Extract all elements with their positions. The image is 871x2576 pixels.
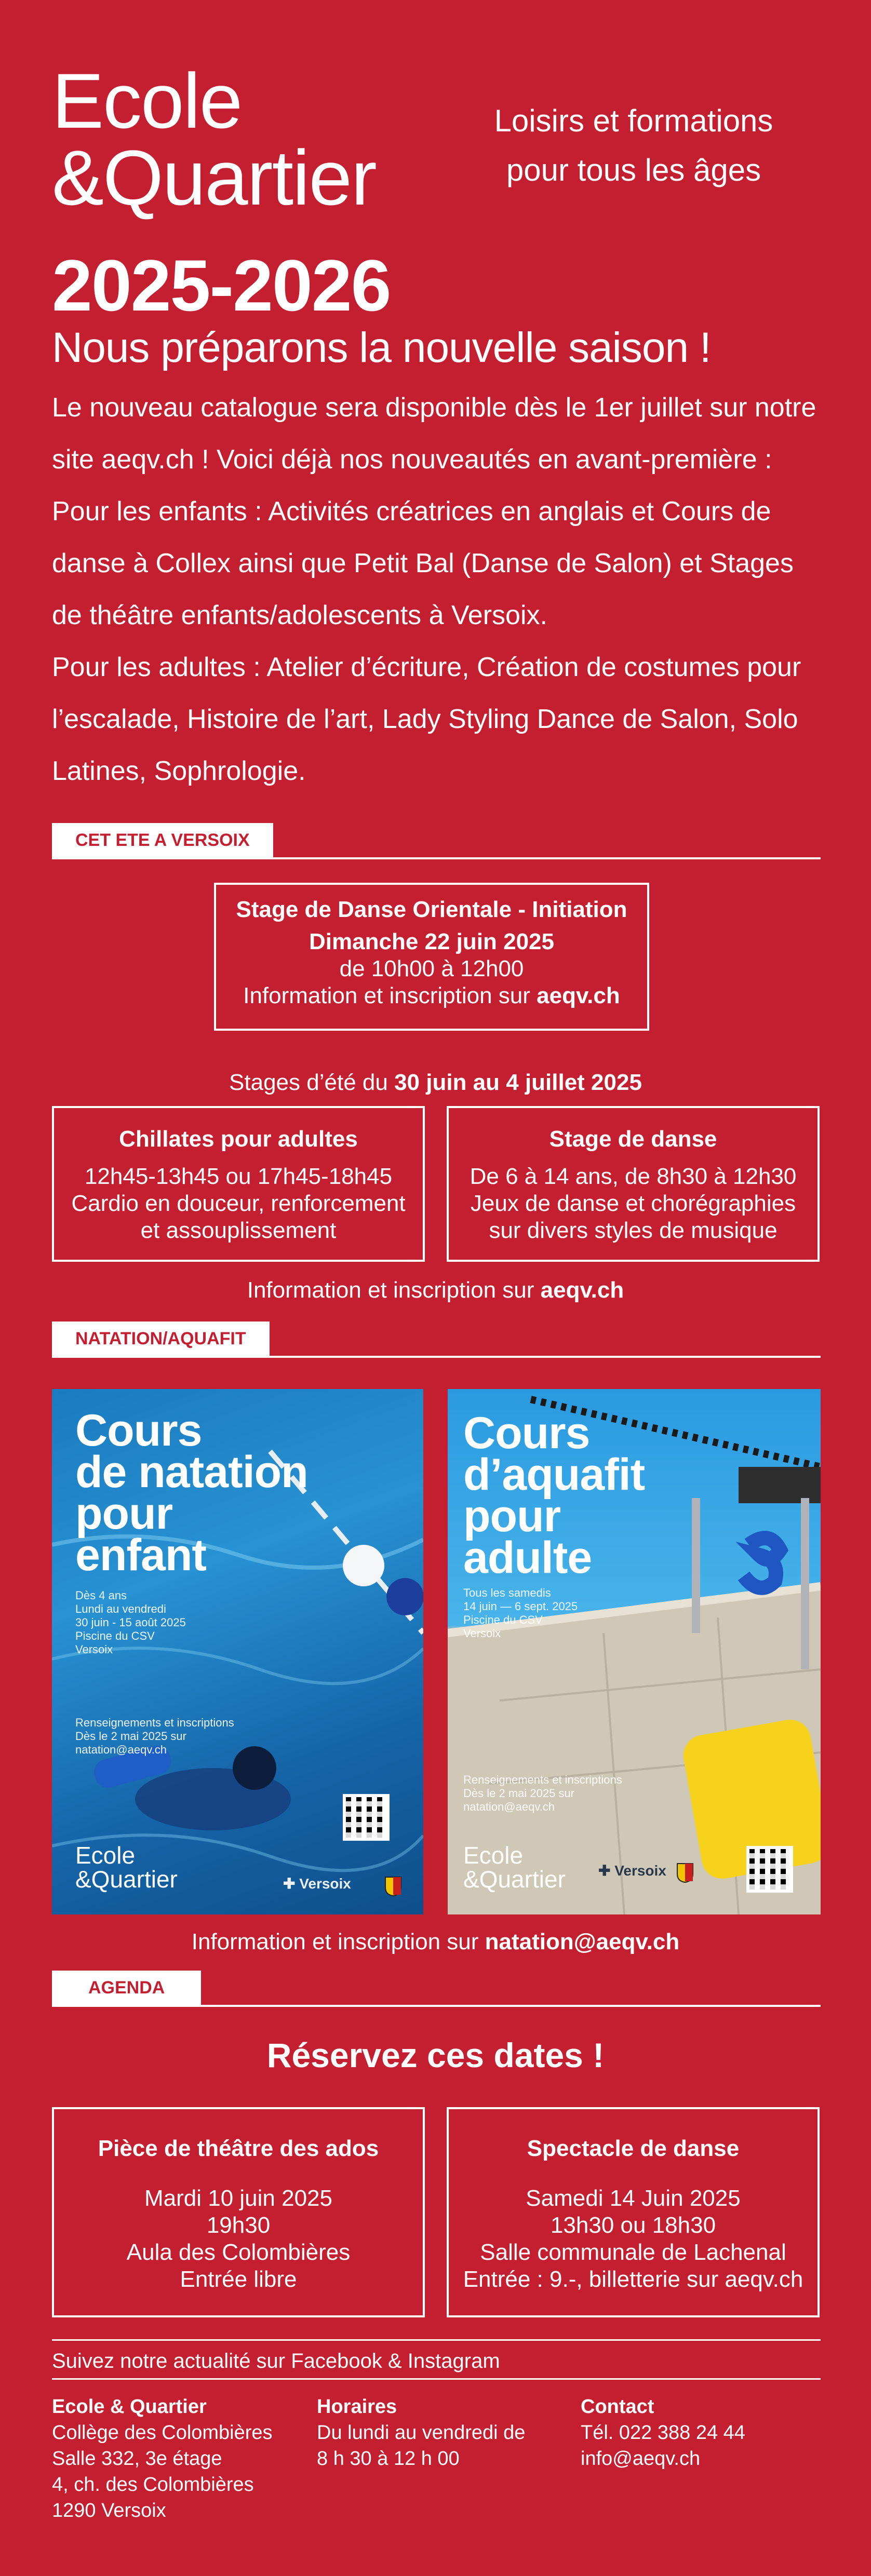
poster-1-detail: Dès 4 ans [75,1589,127,1602]
chillates-box [52,1106,425,1262]
poster-1-detail: 30 juin - 15 août 2025 [75,1616,186,1629]
section-tag-swimming: NATATION/AQUAFIT [52,1321,270,1356]
swimming-info-prefix: Information et inscription sur [191,1929,485,1954]
footer-address [52,2394,273,2524]
footer-divider-bottom [52,2378,821,2380]
dance-show-line-1: Samedi 14 Juin 2025 [526,2186,741,2211]
intro-line: site aeqv.ch ! Voici déjà nos nouveautés en avant-première : [52,444,772,475]
brand-logo [52,57,376,221]
intro-line: Le nouveau catalogue sera disponible dès le 1er juillet sur notre [52,393,816,423]
brand-line-2: &Quartier [52,134,376,221]
oriental-dance-time: de 10h00 à 12h00 [339,956,524,981]
poster-1-partner: ✚ Versoix [283,1876,351,1892]
dance-stage-line-2: Jeux de danse et chorégraphies [470,1191,796,1216]
summer-info [0,1275,871,1306]
summer-stages-range: 30 juin au 4 juillet 2025 [394,1070,642,1095]
tagline [457,96,810,195]
poster-2-contact-line: natation@aeqv.ch [463,1800,555,1813]
poster-2-contact-line: Dès le 2 mai 2025 sur [463,1787,574,1800]
dance-show-box [447,2107,820,2317]
poster-1-title [75,1406,308,1580]
swimming-info-link[interactable]: natation@aeqv.ch [485,1929,680,1954]
poster-aquafit-adults[interactable] [448,1389,821,1914]
footer-address-line: Collège des Colombières [52,2422,273,2444]
poster-2-logo [463,1843,566,1891]
poster-1-contact [75,1716,234,1757]
poster-2-title [463,1408,645,1583]
dance-stage-line-3: sur divers styles de musique [489,1218,778,1243]
season-title: 2025-2026 [52,245,391,326]
season-headline: Nous préparons la nouvelle saison ! [52,324,711,371]
footer-address-line: 4, ch. des Colombières [52,2474,254,2496]
footer-contact-phone[interactable]: Tél. 022 388 24 44 [581,2422,745,2444]
poster-2-title-line: d’aquafit [463,1450,645,1500]
poster-1-title-line: de natation [75,1447,308,1497]
oriental-dance-title: Stage de Danse Orientale - Initiation [236,897,627,922]
footer-address-line: 1290 Versoix [52,2500,166,2521]
theatre-line-1: Mardi 10 juin 2025 [144,2186,332,2211]
swimming-info [0,1926,871,1958]
intro-line: Pour les adultes : Atelier d’écriture, Création de costumes pour [52,652,801,682]
summer-stages-prefix: Stages d’été du [229,1070,395,1095]
poster-1-title-line: Cours [75,1406,202,1455]
dance-stage-box [447,1106,820,1262]
dance-stage-line-1: De 6 à 14 ans, de 8h30 à 12h30 [470,1164,797,1189]
dance-stage-title: Stage de danse [549,1126,717,1152]
poster-2-detail: Versoix [463,1627,501,1640]
theatre-title: Pièce de théâtre des ados [98,2136,379,2161]
poster-1-detail: Piscine du CSV [75,1629,155,1642]
poster-2-title-line: pour [463,1491,561,1541]
section-tag-agenda: AGENDA [52,1971,201,2005]
section-summer [52,823,821,859]
poster-1-title-line: pour [75,1489,173,1539]
poster-2-detail: 14 juin — 6 sept. 2025 [463,1600,578,1613]
footer-hours-title: Horaires [317,2396,397,2418]
poster-2-title-line: Cours [463,1408,590,1458]
summer-stages-dates [0,1067,871,1098]
footer-contact-title: Contact [581,2396,654,2418]
oriental-dance-info-prefix: Information et inscription sur [243,983,537,1008]
poster-1-contact-line: Dès le 2 mai 2025 sur [75,1730,186,1743]
footer-contact [581,2394,745,2472]
footer-contact-email[interactable]: info@aeqv.ch [581,2448,701,2470]
poster-1-logo [75,1843,178,1891]
theatre-line-4: Entrée libre [180,2267,297,2292]
theatre-line-2: 19h30 [206,2213,271,2238]
section-swimming [52,1321,821,1358]
footer-address-title: Ecole & Quartier [52,2396,207,2418]
summer-info-link[interactable]: aeqv.ch [540,1277,624,1303]
dance-show-line-2: 13h30 ou 18h30 [550,2213,716,2238]
footer-hours [317,2394,525,2472]
oriental-dance-box [214,883,649,1031]
section-tag-summer: CET ETE A VERSOIX [52,823,273,857]
poster-1-contact-line: Renseignements et inscriptions [75,1716,234,1729]
geneva-crest-icon [384,1876,402,1897]
footer-social[interactable]: Suivez notre actualité sur Facebook & Instagram [52,2350,500,2372]
poster-2-partner: ✚ Versoix [598,1863,666,1879]
poster-2-logo-line: Ecole [463,1842,524,1869]
poster-swimming-children[interactable] [52,1389,423,1914]
oriental-dance-info [216,982,647,1009]
agenda-headline: Réservez ces dates ! [266,2036,605,2074]
tagline-line-1: Loisirs et formations [494,103,773,138]
poster-1-title-line: enfant [75,1530,206,1580]
intro-line: danse à Collex ainsi que Petit Bal (Danse de Salon) et Stages [52,548,794,578]
poster-2-contact-line: Renseignements et inscriptions [463,1773,622,1786]
poster-2-details [463,1586,578,1640]
poster-2-detail: Piscine du CSV [463,1613,543,1626]
dance-show-title: Spectacle de danse [527,2136,740,2161]
poster-1-partner-name: Versoix [299,1876,351,1892]
poster-2-partner-name: Versoix [614,1863,666,1879]
brand-line-1: Ecole [52,57,242,144]
poster-1-details [75,1589,186,1656]
poster-1-contact-line: natation@aeqv.ch [75,1743,167,1756]
oriental-dance-date: Dimanche 22 juin 2025 [309,929,554,954]
poster-2-contact [463,1773,622,1814]
footer-divider-top [52,2339,821,2341]
chillates-line-3: et assouplissement [140,1218,337,1243]
tagline-line-2: pour tous les âges [506,153,761,187]
dance-show-line-4: Entrée : 9.-, billetterie sur aeqv.ch [463,2267,803,2292]
poster-1-detail: Lundi au vendredi [75,1602,166,1615]
footer-hours-line: Du lundi au vendredi de [317,2422,526,2444]
poster-1-logo-line: &Quartier [75,1866,178,1893]
poster-2-title-line: adulte [463,1533,592,1583]
poster-1-logo-line: Ecole [75,1842,136,1869]
chillates-line-2: Cardio en douceur, renforcement [71,1191,406,1216]
poster-2-qr-code [746,1846,793,1893]
poster-2-logo-line: &Quartier [463,1866,566,1893]
summer-info-prefix: Information et inscription sur [247,1277,541,1303]
poster-2-detail: Tous les samedis [463,1586,551,1599]
intro-line: l’escalade, Histoire de l’art, Lady Styling Dance de Salon, Solo [52,704,798,734]
theatre-line-3: Aula des Colombières [126,2240,351,2265]
intro-line: Latines, Sophrologie. [52,756,306,786]
dance-show-line-3: Salle communale de Lachenal [480,2240,786,2265]
intro-line: de théâtre enfants/adolescents à Versoix. [52,600,547,630]
chillates-line-1: 12h45-13h45 ou 17h45-18h45 [84,1164,393,1189]
poster-1-qr-code [343,1794,390,1841]
theatre-box [52,2107,425,2317]
intro-text [52,382,831,797]
chillates-title: Chillates pour adultes [119,1126,358,1152]
intro-line: Pour les enfants : Activités créatrices en anglais et Cours de [52,496,771,527]
footer-address-line: Salle 332, 3e étage [52,2448,222,2470]
oriental-dance-info-link[interactable]: aeqv.ch [537,983,620,1008]
section-agenda [52,1971,821,2007]
poster-1-detail: Versoix [75,1643,113,1656]
geneva-crest-icon [676,1863,694,1883]
footer-hours-line: 8 h 30 à 12 h 00 [317,2448,460,2470]
